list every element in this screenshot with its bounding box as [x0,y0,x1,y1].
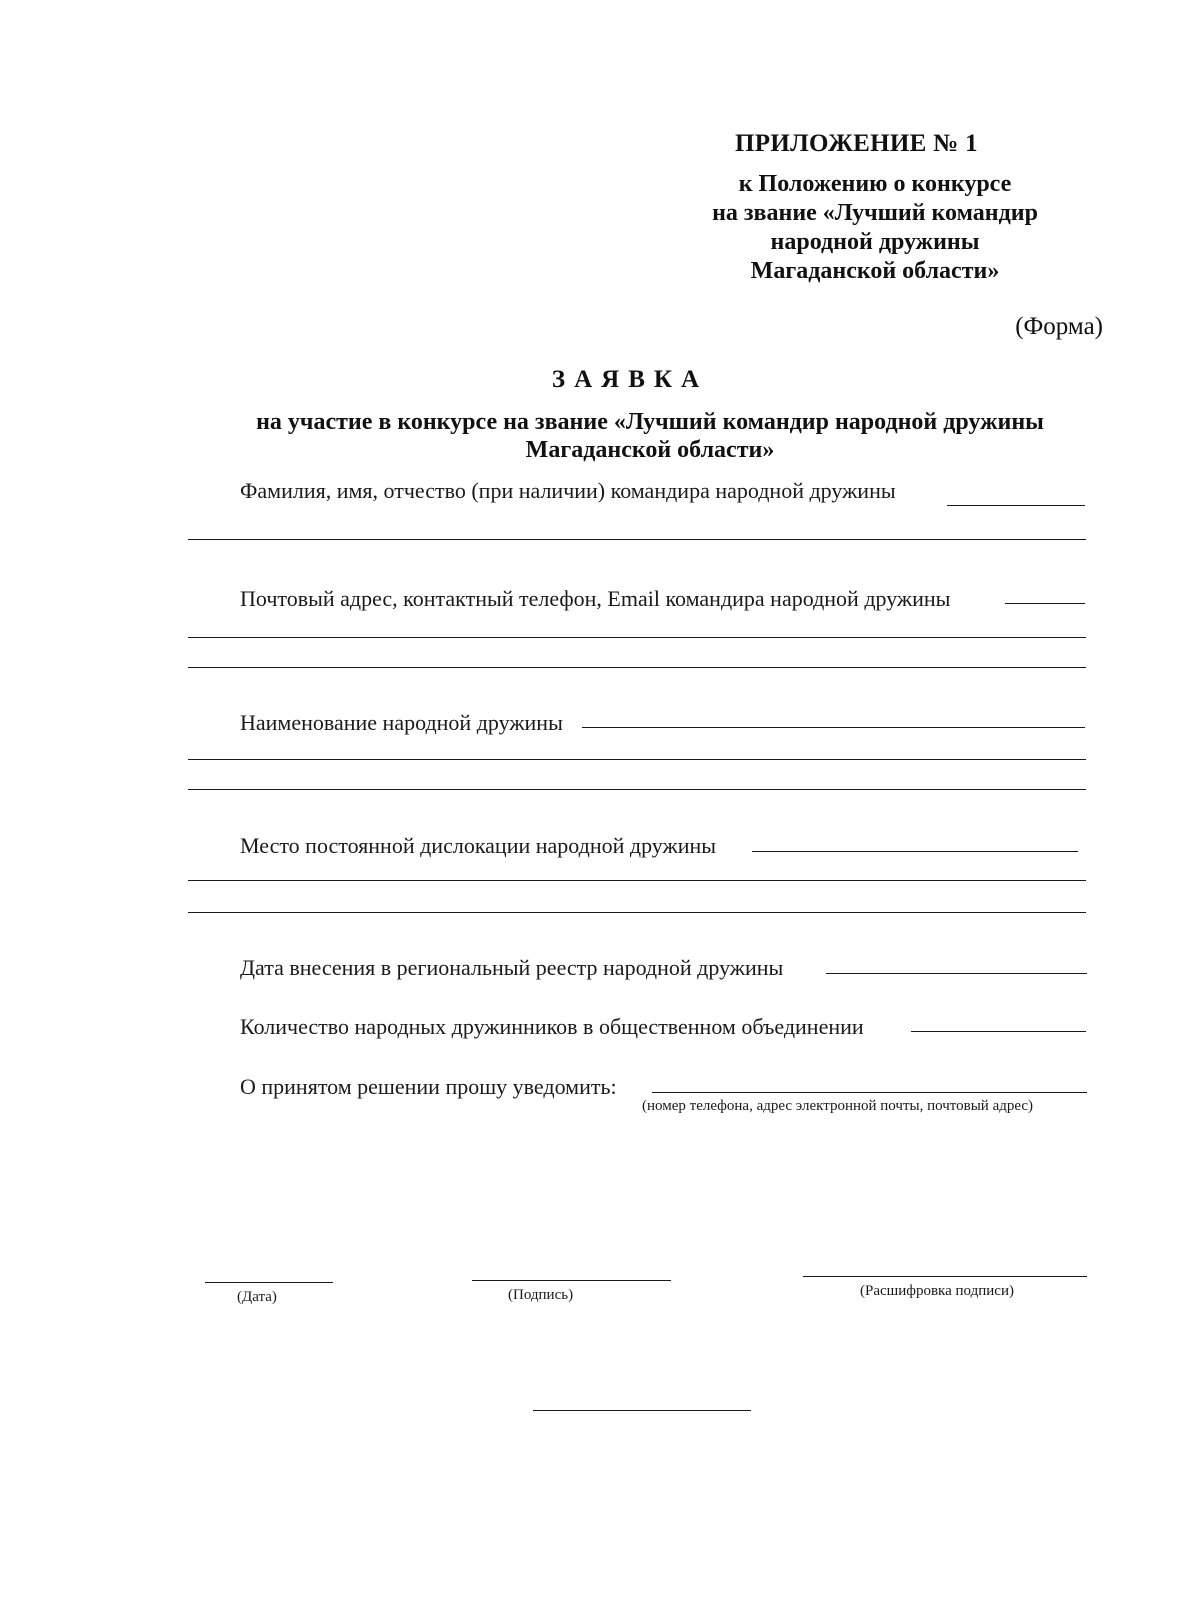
field-label-notify: О принятом решении прошу уведомить: [240,1074,617,1099]
document-subtitle [160,408,1140,464]
bottom-separator [533,1410,751,1411]
location-line-1[interactable] [188,880,1086,881]
signature-line[interactable] [472,1280,671,1281]
location-inline-line[interactable] [752,851,1078,852]
appendix-reference [600,170,1150,286]
form-note: (Форма) [1015,313,1103,340]
contacts-line-2[interactable] [188,667,1086,668]
members-count-line[interactable] [911,1031,1086,1032]
appendix-ref-line: Магаданской области» [750,258,1000,284]
notify-hint: (номер телефона, адрес электронной почты, почтовый адрес) [642,1098,1034,1114]
squad-name-inline-line[interactable] [582,727,1085,728]
decode-caption: (Расшифровка подписи) [860,1283,1014,1299]
decode-signature-line[interactable] [803,1276,1087,1277]
registry-date-line[interactable] [826,973,1087,974]
field-label-location: Место постоянной дислокации народной дружины [240,833,717,858]
contacts-line-1[interactable] [188,637,1086,638]
subtitle-line: на участие в конкурсе на звание «Лучший командир народной дружины [256,409,1044,435]
squad-name-line-1[interactable] [188,759,1086,760]
appendix-ref-line: народной дружины [770,229,980,255]
notify-line[interactable] [652,1092,1087,1093]
field-label-commander-name: Фамилия, имя, отчество (при наличии) командира народной дружины [240,478,896,503]
commander-name-line[interactable] [188,539,1086,540]
location-line-2[interactable] [188,912,1086,913]
signature-caption: (Подпись) [508,1287,574,1303]
contacts-inline-line[interactable] [1005,603,1085,604]
field-label-members-count: Количество народных дружинников в общественном объединении [240,1014,864,1039]
appendix-title: ПРИЛОЖЕНИЕ № 1 [735,130,978,157]
appendix-ref-line: на звание «Лучший командир [712,200,1038,226]
date-signature-line[interactable] [205,1282,333,1283]
squad-name-line-2[interactable] [188,789,1086,790]
field-label-contacts: Почтовый адрес, контактный телефон, Email командира народной дружины [240,586,951,611]
field-label-registry-date: Дата внесения в региональный реестр народной дружины [240,955,784,980]
commander-name-inline-line[interactable] [947,505,1085,506]
date-caption: (Дата) [237,1289,277,1305]
subtitle-line: Магаданской области» [525,437,775,463]
appendix-ref-line: к Положению о конкурсе [738,171,1012,197]
field-label-squad-name: Наименование народной дружины [240,710,563,735]
document-title: ЗАЯВКА [551,366,709,393]
